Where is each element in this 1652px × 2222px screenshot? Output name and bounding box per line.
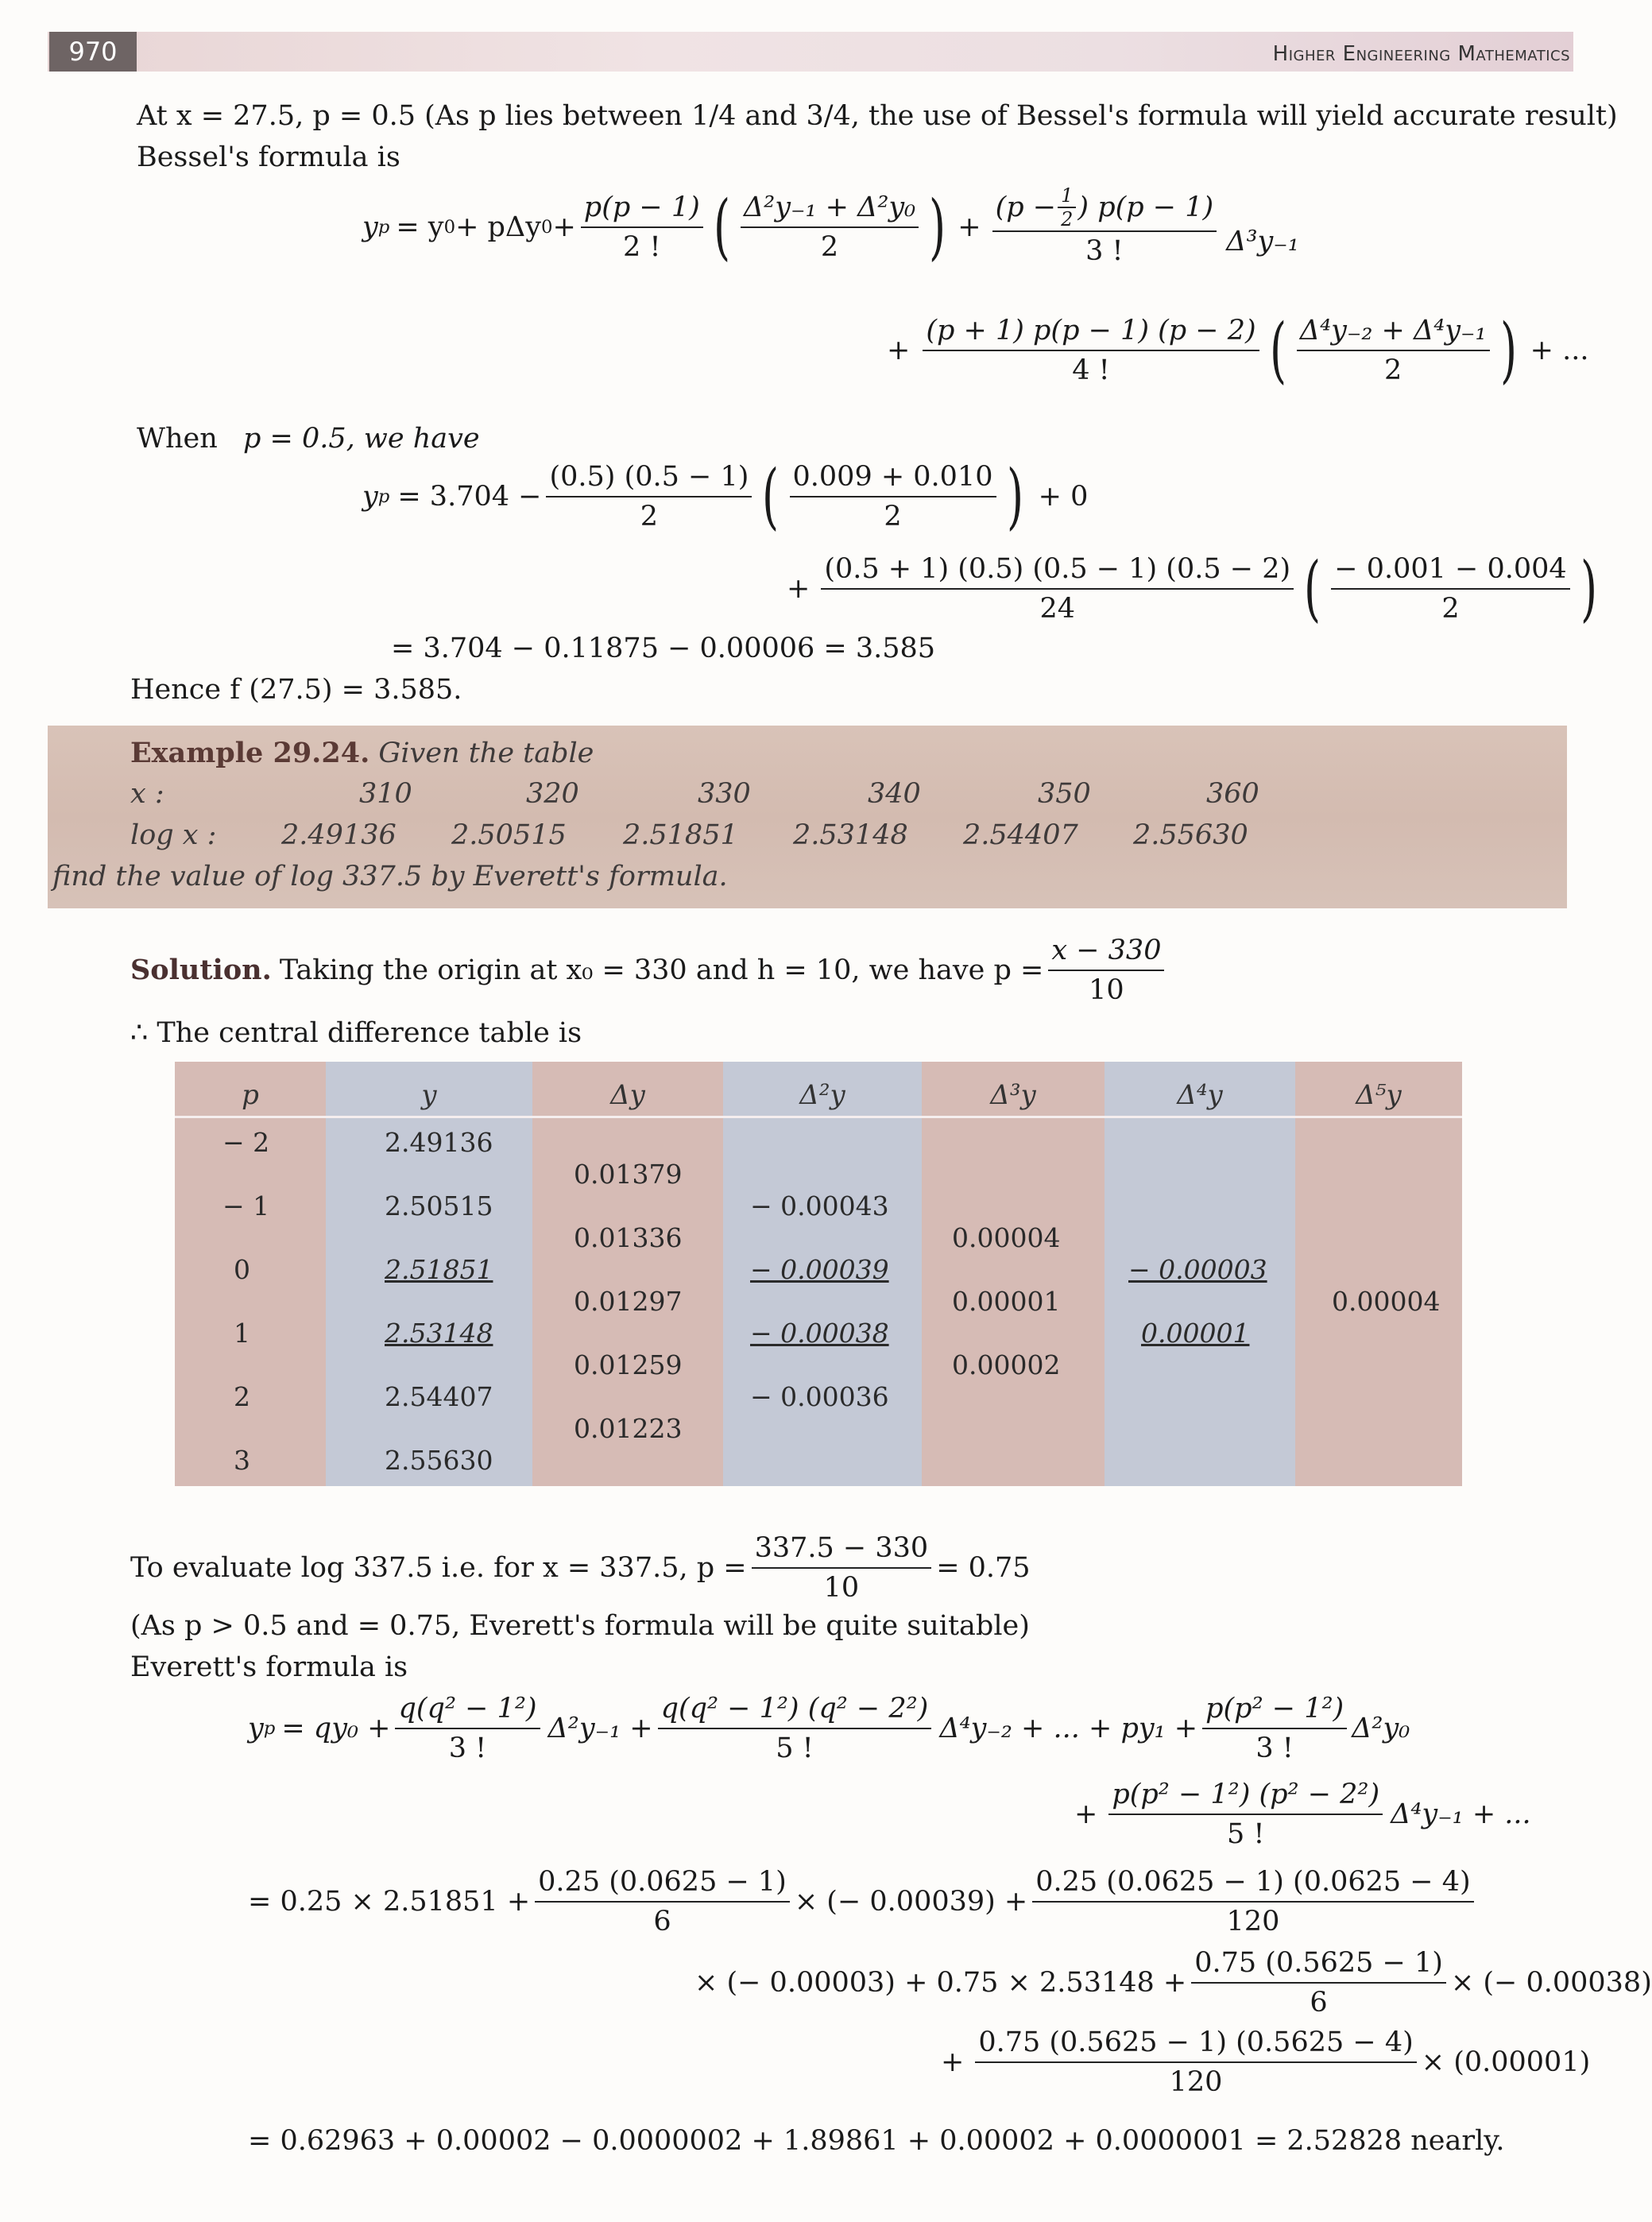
everett-f3 — [1202, 1691, 1347, 1766]
bessel-term2-fraction — [581, 190, 703, 265]
d5y-cell: 0.00004 — [1332, 1286, 1441, 1317]
example-task: find the value of log 337.5 by Everett's formula. — [52, 861, 728, 892]
bessel-t2-inner-num: Δ²y₋₁ + Δ²y₀ — [741, 190, 919, 228]
evaluate-text-a: To evaluate log 337.5 i.e. for x = 337.5, p = — [130, 1552, 747, 1584]
bessel-t2-num: p(p − 1) — [581, 190, 703, 228]
col-d3y — [922, 1062, 1105, 1486]
bessel-t4-inner-den: 2 — [1384, 354, 1402, 386]
evaluate-p-fraction — [752, 1531, 932, 1605]
example-logx-value: 2.50515 — [451, 819, 567, 851]
bessel-t3-num-a: (p − — [995, 192, 1057, 223]
when-line-2: + $\frac{(0.5 + 1) (0.5) (0.5 - 1) (0.5 - 2)}{24}$ ( $\frac{- 0.001 - 0.004}{2}$ ) — [787, 547, 1597, 630]
calc-f3-den: 6 — [1310, 1987, 1328, 2019]
bessel-t4-num: (p + 1) p(p − 1) (p − 2) — [923, 313, 1259, 351]
final-result: = 0.62963 + 0.00002 − 0.0000002 + 1.89861 + 0.00002 + 0.0000001 = 2.52828 nearly. — [248, 2125, 1505, 2157]
calc-plus: + — [941, 2046, 965, 2078]
when-f2-inner — [1331, 552, 1569, 626]
when-f2-num: (0.5 + 1) (0.5) (0.5 − 1) (0.5 − 2) — [821, 552, 1294, 590]
everett-f1 — [395, 1691, 540, 1766]
everett-label: Everett's formula is — [130, 1651, 408, 1683]
central-difference-table — [175, 1062, 1462, 1486]
example-x-value: 320 — [526, 778, 579, 810]
calc-line-3 — [941, 2025, 1590, 2100]
solution-text: Taking the origin at x₀ = 330 and h = 10, we have p = — [279, 954, 1044, 986]
calc-f4-tail: × (0.00001) — [1421, 2046, 1591, 2078]
when-f1-inner-num: 0.009 + 0.010 — [790, 459, 996, 497]
bessel-part1c: + — [552, 211, 576, 243]
col-head-d5y: Δ⁵y — [1356, 1079, 1402, 1111]
col-head-d2y: Δ²y — [799, 1079, 845, 1111]
calc-f3-num: 0.75 (0.5625 − 1) — [1191, 1945, 1446, 1984]
example-box — [48, 726, 1567, 908]
bessel-t4-inner-num: Δ⁴y₋₂ + Δ⁴y₋₁ — [1297, 313, 1490, 351]
bessel-t3-half-den: 2 — [1061, 208, 1074, 230]
y-cell: 2.49136 — [385, 1127, 493, 1158]
example-logx-value: 2.54407 — [963, 819, 1078, 851]
therefore-line: ∴ The central difference table is — [130, 1017, 582, 1049]
everett-formula-line-2 — [1074, 1777, 1531, 1852]
col-head-d3y: Δ³y — [990, 1079, 1036, 1111]
calc-f3-tail: × (− 0.00038) — [1450, 1967, 1652, 1999]
example-x-value: 330 — [698, 778, 751, 810]
everett-formula-line-1: y p = qy₀ + $\frac{\text{q(q² − 1²)}}{3 !}$ Δ²y₋₁ + $\frac{\text{q(q² − 1²) (q² − 2²)}}{5 !}$ Δ⁴y₋₂ + ... + py₁ + $\frac{\text{p(p² − 1²)}}{3 !}$ Δ²y₀ — [248, 1693, 1410, 1764]
calc-f1-num: 0.25 (0.0625 − 1) — [535, 1864, 790, 1903]
bessel-t3-num-b: ) p(p − 1) — [1077, 192, 1214, 223]
example-logx-label: log x : — [130, 819, 217, 851]
when-f2-inner-num: − 0.001 − 0.004 — [1331, 552, 1569, 590]
example-logx-value: 2.51851 — [623, 819, 738, 851]
calc-f1-den: 6 — [653, 1906, 671, 1937]
everett-f4-num: p(p² − 1²) (p² − 2²) — [1108, 1777, 1383, 1815]
calc-f2-num: 0.25 (0.0625 − 1) (0.0625 − 4) — [1032, 1864, 1473, 1903]
col-d5y — [1295, 1062, 1462, 1486]
intro-line-2: Bessel's formula is — [137, 141, 400, 173]
d4y-cell-underlined: 0.00001 — [1141, 1318, 1250, 1349]
page-number: 970 — [49, 32, 137, 72]
when-f1-den: 2 — [640, 501, 659, 532]
everett-f4-den: 5 ! — [1226, 1818, 1265, 1850]
evaluate-p-den: 10 — [823, 1572, 860, 1604]
when-a: = 3.704 − — [397, 481, 542, 513]
d3y-cell: 0.00001 — [952, 1286, 1061, 1317]
dy-cell: 0.01223 — [574, 1413, 683, 1444]
everett-f3-den: 3 ! — [1255, 1732, 1294, 1764]
bessel-t4-tail: + ... — [1530, 335, 1589, 366]
d2y-cell: − 0.00043 — [750, 1190, 889, 1221]
calc-f4-num: 0.75 (0.5625 − 1) (0.5625 − 4) — [975, 2025, 1416, 2063]
bessel-part1b: + pΔy — [455, 211, 541, 243]
bessel-t2-inner-den: 2 — [820, 231, 839, 263]
y-cell: 2.50515 — [385, 1190, 493, 1221]
example-x-label: x : — [130, 778, 164, 810]
y-cell: 2.55630 — [385, 1445, 493, 1476]
calc-f2-den: 120 — [1226, 1906, 1280, 1937]
calc-f1 — [535, 1864, 790, 1939]
bessel-t3-half-num: 1 — [1058, 186, 1076, 208]
y-cell-underlined: 2.51851 — [385, 1254, 493, 1285]
dy-cell: 0.01336 — [574, 1222, 683, 1253]
y-cell-underlined: 2.53148 — [385, 1318, 493, 1349]
dy-cell: 0.01259 — [574, 1349, 683, 1380]
calc-f3 — [1191, 1945, 1446, 2020]
d2y-cell-underlined: − 0.00038 — [750, 1318, 889, 1349]
d2y-cell: − 0.00036 — [750, 1381, 889, 1412]
example-x-value: 310 — [359, 778, 412, 810]
example-x-value: 360 — [1206, 778, 1259, 810]
bessel-t2-den: 2 ! — [623, 231, 661, 263]
p-cell: 2 — [234, 1381, 250, 1412]
calc-f4 — [975, 2025, 1416, 2100]
table-header-rule — [175, 1116, 1462, 1118]
dy-cell: 0.01379 — [574, 1159, 683, 1190]
d3y-cell: 0.00004 — [952, 1222, 1061, 1253]
everett-f2-den: 5 ! — [776, 1732, 814, 1764]
p-cell: − 2 — [222, 1127, 270, 1158]
evaluate-note: (As p > 0.5 and = 0.75, Everett's formula will be quite suitable) — [130, 1610, 1030, 1642]
bessel-term4-fraction — [923, 313, 1259, 388]
when-label: When — [137, 423, 218, 455]
calc-l2-a: × (− 0.00003) + 0.75 × 2.53148 + — [694, 1967, 1187, 1999]
p-cell: 3 — [234, 1445, 250, 1476]
d2y-cell-underlined: − 0.00039 — [750, 1254, 889, 1285]
book-title: Higher Engineering Mathematics — [1272, 42, 1570, 66]
when-f1-num: (0.5) (0.5 − 1) — [546, 459, 752, 497]
calc-line-1 — [248, 1864, 1479, 1939]
bessel-t3-den: 3 ! — [1085, 235, 1124, 267]
when-f2 — [821, 552, 1294, 626]
everett-f2-num: q(q² − 1²) (q² − 2²) — [658, 1691, 932, 1729]
example-label: Example 29.24. — [130, 737, 370, 769]
p-cell: 0 — [234, 1254, 250, 1285]
hence-line: Hence f (27.5) = 3.585. — [130, 674, 462, 706]
calc-f2 — [1032, 1864, 1473, 1939]
when-f1 — [546, 459, 752, 534]
solution-line — [130, 933, 1169, 1008]
intro-line-1: At x = 27.5, p = 0.5 (As p lies between 1/4 and 3/4, the use of Bessel's formula will yield accurate result) — [137, 100, 1618, 132]
when-line-1: y p = 3.704 − $\frac{(0.5) (0.5 - 1)}{2}$ ( $\frac{0.009 + 0.010}{2}$ ) + 0 — [362, 455, 1089, 538]
d4y-cell-underlined: − 0.00003 — [1128, 1254, 1267, 1285]
evaluate-line — [130, 1531, 1031, 1605]
calc-a: = 0.25 × 2.51851 + — [248, 1886, 531, 1918]
example-x-value: 350 — [1038, 778, 1091, 810]
bessel-formula-line-2: + $\frac{(p + 1) p(p - 1) (p - 2)}{4 !}$ ( $\frac{\text{Δ⁴y₋₂ + Δ⁴y₋₁}}{2}$ ) + ... — [887, 308, 1589, 392]
example-x-value: 340 — [868, 778, 921, 810]
col-head-dy: Δy — [610, 1079, 645, 1111]
example-logx-value: 2.49136 — [281, 819, 397, 851]
bessel-lhs: y — [362, 211, 378, 243]
col-head-d4y: Δ⁴y — [1177, 1079, 1223, 1111]
p-cell: 1 — [234, 1318, 250, 1349]
everett-f1-tail: Δ²y₋₁ + — [547, 1713, 653, 1744]
example-logx-value: 2.55630 — [1133, 819, 1248, 851]
example-title: Given the table — [378, 737, 594, 769]
everett-f3-num: p(p² − 1²) — [1202, 1691, 1347, 1729]
solution-label: Solution. — [130, 954, 272, 986]
col-head-y: y — [421, 1079, 437, 1111]
when-f1-inner-den: 2 — [884, 501, 902, 532]
everett-lhs: y — [248, 1713, 264, 1744]
solution-p-fraction — [1048, 933, 1164, 1008]
everett-f3-tail: Δ²y₀ — [1352, 1713, 1410, 1744]
evaluate-text-b: = 0.75 — [936, 1552, 1031, 1584]
y-cell: 2.54407 — [385, 1381, 493, 1412]
when-f2-inner-den: 2 — [1441, 593, 1460, 625]
everett-plus: + — [1074, 1798, 1098, 1830]
when-condition: p = 0.5, we have — [243, 423, 480, 455]
example-logx-value: 2.53148 — [793, 819, 908, 851]
bessel-t3-tail: Δ³y₋₁ — [1226, 226, 1299, 257]
bessel-part1: = y — [396, 211, 444, 243]
when-plus0: + 0 — [1038, 481, 1089, 513]
bessel-formula-line-1: y p = y 0 + pΔy 0 + $\frac{p(p - 1)}{2 !}$ ( $\frac{\text{Δ²y₋₁ + Δ²y₀}}{2}$ ) + (p − $\frac{1}{2}$ ) p(p − 1) 3 ! Δ³y₋₁ — [362, 184, 1299, 269]
calc-f1-tail: × (− 0.00039) + — [794, 1886, 1028, 1918]
solution-p-num: x − 330 — [1048, 933, 1164, 971]
everett-f1-num: q(q² − 1²) — [395, 1691, 540, 1729]
everett-f1-den: 3 ! — [448, 1732, 487, 1764]
p-cell: − 1 — [222, 1190, 270, 1221]
col-p — [175, 1062, 326, 1486]
when-f1-inner — [790, 459, 996, 534]
d3y-cell: 0.00002 — [952, 1349, 1061, 1380]
bessel-term2-inner — [741, 190, 919, 265]
everett-f4 — [1108, 1777, 1383, 1852]
calc-f4-den: 120 — [1169, 2066, 1223, 2098]
when-f2-den: 24 — [1039, 593, 1075, 625]
when-plus: + — [787, 573, 811, 605]
bessel-term4-inner — [1297, 313, 1490, 388]
when-lhs: y — [362, 481, 378, 513]
col-head-p: p — [242, 1079, 259, 1111]
example-heading — [130, 737, 594, 769]
when-result: = 3.704 − 0.11875 − 0.00006 = 3.585 — [391, 633, 936, 664]
everett-f2-tail: Δ⁴y₋₂ + ... + py₁ + — [939, 1713, 1198, 1744]
bessel-term3-fraction — [992, 186, 1217, 269]
bessel-t4-den: 4 ! — [1072, 354, 1110, 386]
calc-line-2 — [694, 1945, 1652, 2020]
everett-a: = qy₀ + — [281, 1713, 391, 1744]
solution-p-den: 10 — [1089, 974, 1124, 1006]
everett-f4-tail: Δ⁴y₋₁ + ... — [1391, 1798, 1531, 1830]
dy-cell: 0.01297 — [574, 1286, 683, 1317]
everett-f2 — [658, 1691, 932, 1766]
evaluate-p-num: 337.5 − 330 — [752, 1531, 932, 1569]
